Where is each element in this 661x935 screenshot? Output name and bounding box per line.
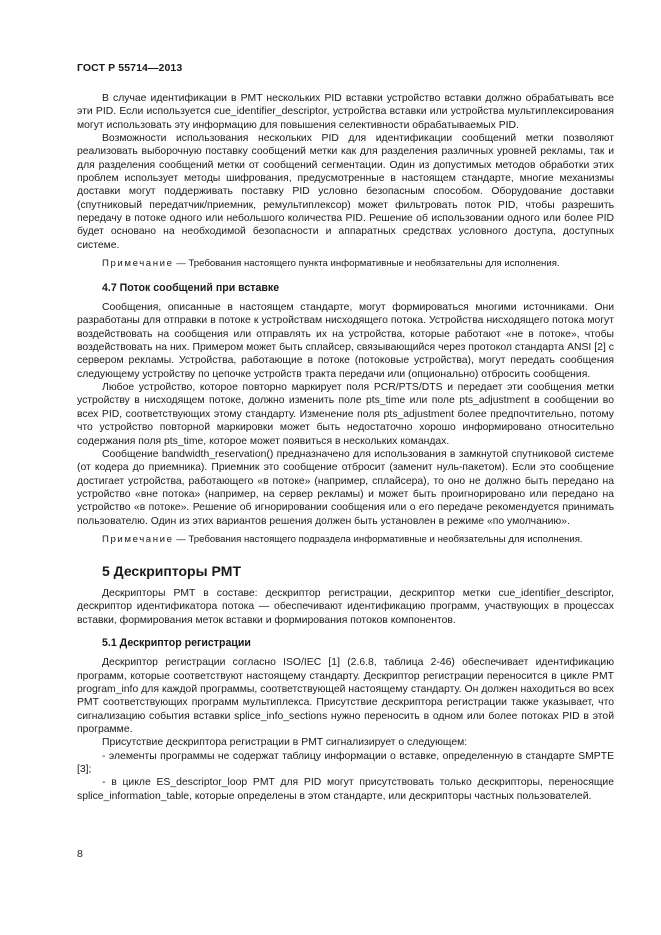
list-item: - элементы программы не содержат таблицу информации о вставке, определенную в стандарте SMPTE [3]; (77, 750, 614, 775)
note-label: Примечание (102, 533, 174, 545)
paragraph: Дескрипторы PMT в составе: дескриптор регистрации, дескриптор метки cue_identifier_descriptor, дескриптор идентификатора потока — обеспечивают идентификацию программ, участвующих в процессах вставки, формирования меток вставки и формирования потоков компонентов. (77, 587, 614, 626)
section-heading-4-7: 4.7 Поток сообщений при вставке (102, 281, 280, 294)
page-number: 8 (77, 848, 83, 860)
section-heading-5-1: 5.1 Дескриптор регистрации (102, 636, 251, 649)
note (77, 534, 614, 547)
paragraph: В случае идентификации в PMT нескольких PID вставки устройство вставки должно обрабатывать все эти PID. Если используется cue_identifier_descriptor, устройства вставки или устройства мультиплексирования могут использовать эту информацию для повышения селективности обрабатываемых PID. (77, 93, 614, 131)
note-label: Примечание (102, 258, 174, 270)
note (77, 258, 614, 271)
paragraph: Сообщение bandwidth_reservation() предназначено для использования в замкнутой спутниковой системе (от кодера до приемника). Приемник это сообщение отбросит (заменит нуль-пакетом). Если это сообщение достигает устройства, работающего «в потоке» (например, сплайсера), то оно не должно быть передано на устройство «вне потока» (например, на сервер рекламы) и может быть проигнорировано или передано на устройство «в потоке». Решение об игнорировании сообщения или о его передаче рекомендуется принимать пользователю. Один из этих вариантов решения должен быть установлен в режиме «по умолчанию». (77, 448, 614, 527)
paragraph: Любое устройство, которое повторно маркирует поля PCR/PTS/DTS и передает эти сообщения метки устройству в нисходящем потоке, должно изменить поле pts_time или поле pts_adjustment в сообщении во всех PID, соответствующих этому стандарту. Изменение поля pts_adjustment более предпочтительно, потому что устройство повторной маркировки может быть недостаточно хорошо информировано относительно содержания поля pts_time, которое может появиться в нескольких командах. (77, 382, 614, 447)
paragraph: Возможности использования нескольких PID для идентификации сообщений метки позволяют реализовать выборочную поставку сообщений метки как для разделения различных уровней рекламы, так и для разделения сообщений метки от сообщений сегментации. Один из допустимых методов обработки этих проблем использует методы шифрования, предусмотренные в настоящем стандарте, многие механизмы доставки могут поддерживать поставку PID условно безопасным способом. Оборудование доставки (спутниковый передатчик/приемник, ремультиплексор) может фильтровать поток PID, чтобы разрешить передачу в потоке одного или небольшого количества PID. Решение об использовании одного или более PID будет основано на необходимой безопасности и аппаратных средствах условного доступа, доступных системе. (77, 133, 614, 251)
paragraph: Сообщения, описанные в настоящем стандарте, могут формироваться многими источниками. Они разработаны для отправки в потоке к устройствам нисходящего потока. Устройства нисходящего потока могут воздействовать на сообщения или отправлять их на устройства, которые работают «не в потоке», чтобы воздействовать на них. Примером может быть сплайсер, связывающийся через протокол стандарта ANSI [2] с сервером рекламы. Устройства, работающие в потоке (потоковые устройства), могут передать сообщения следующему устройству по цепочке устройств тракта передачи или (опционально) отбросить сообщения. (77, 302, 614, 380)
paragraph: Присутствие дескриптора регистрации в PMT сигнализирует о следующем: (102, 737, 468, 749)
note-text: — Требования настоящего пункта информативные и необязательны для исполнения. (173, 258, 560, 270)
note-text: — Требования настоящего подраздела информативные и необязательны для исполнения. (173, 533, 583, 545)
paragraph: Дескриптор регистрации согласно ISO/IEC [1] (2.6.8, таблица 2-46) обеспечивает идентификацию программ, которые соответствуют настоящему стандарту. Дескриптор регистрации переносится в цикле PMT program_info для каждой программы, соответствующей настоящему стандарту. Он должен находиться во всех PMT соответствующих программ мультиплекса. Присутствие дескриптора регистрации также указывает, что сигнализацию события вставки splice_info_sections нужно переносить в одном или более потоках PID в этой программе. (77, 657, 614, 735)
list-item: - в цикле ES_descriptor_loop PMT для PID могут присутствовать только дескрипторы, переносящие splice_information_table, которые определены в этом стандарте, или дескрипторы частных пользователей. (77, 777, 614, 802)
section-heading-5: 5 Дескрипторы PMT (102, 562, 242, 579)
page-header: ГОСТ Р 55714—2013 (77, 62, 183, 74)
page-content (77, 92, 614, 803)
